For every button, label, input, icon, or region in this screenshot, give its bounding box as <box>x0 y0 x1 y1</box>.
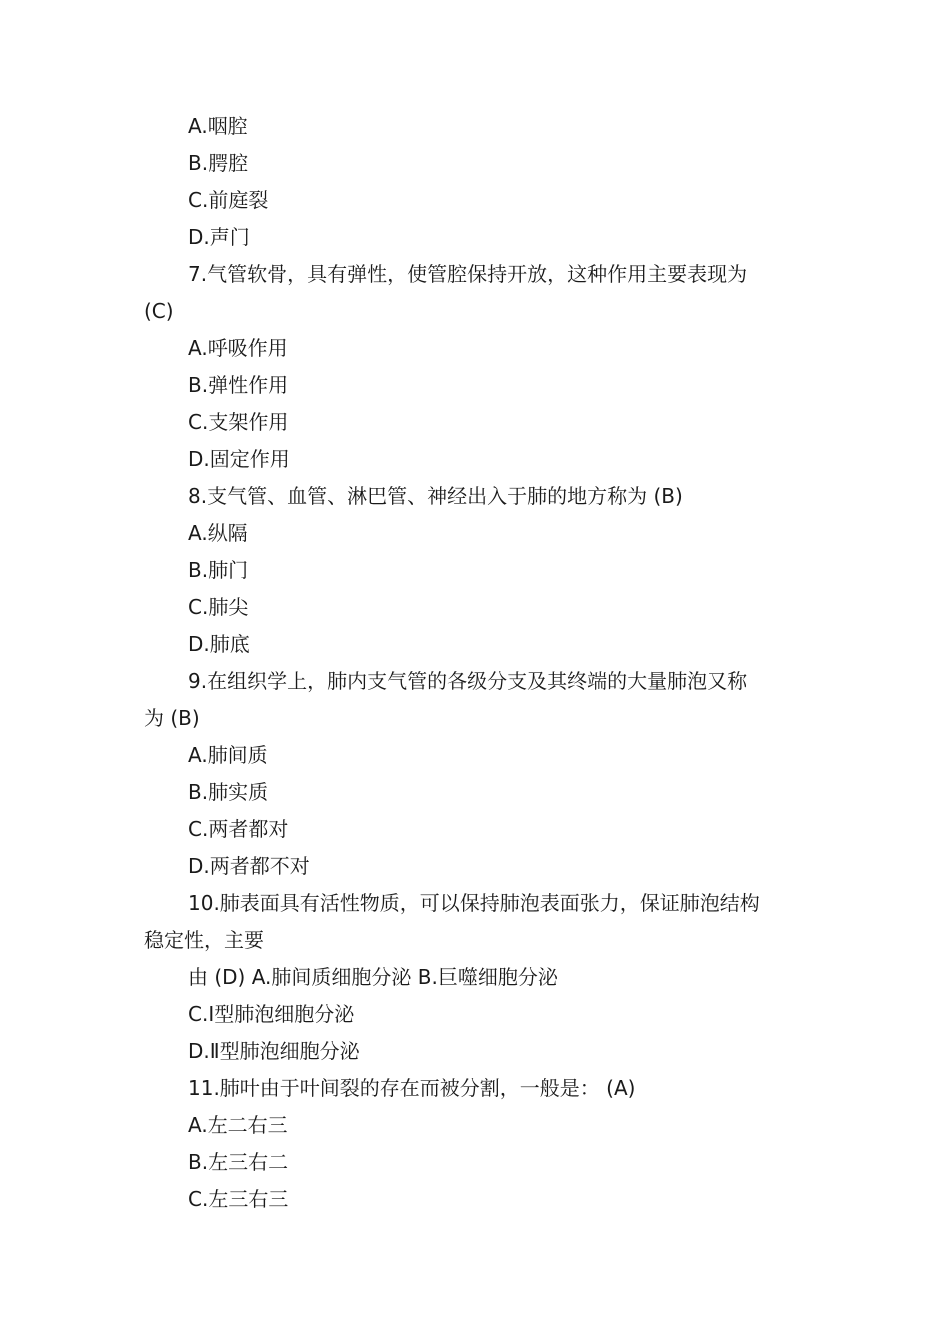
text-line: A.纵隔 <box>188 521 248 545</box>
text-line: 7.气管软骨，具有弹性，使管腔保持开放，这种作用主要表现为 <box>188 262 748 286</box>
text-line: 9.在组织学上，肺内支气管的各级分支及其终端的大量肺泡又称 <box>188 669 748 693</box>
text-line: C.Ⅰ型肺泡细胞分泌 <box>188 1002 355 1026</box>
text-line: D.肺底 <box>188 632 250 656</box>
text-line: C.左三右三 <box>188 1187 289 1211</box>
text-line: (C) <box>144 299 174 323</box>
text-line: C.两者都对 <box>188 817 289 841</box>
text-line: B.肺实质 <box>188 780 269 804</box>
text-line: C.肺尖 <box>188 595 249 619</box>
text-line: D.两者都不对 <box>188 854 310 878</box>
document-body <box>144 108 814 1218</box>
text-line: C.前庭裂 <box>188 188 269 212</box>
text-line: C.支架作用 <box>188 410 289 434</box>
text-line: B.腭腔 <box>188 151 249 175</box>
text-line: D.Ⅱ型肺泡细胞分泌 <box>188 1039 360 1063</box>
text-line: A.咽腔 <box>188 114 248 138</box>
text-line: D.固定作用 <box>188 447 290 471</box>
text-line: 稳定性，主要 <box>144 928 264 952</box>
text-line: D.声门 <box>188 225 250 249</box>
text-line: 11.肺叶由于叶间裂的存在而被分割，一般是： (A) <box>188 1076 636 1100</box>
text-line: B.弹性作用 <box>188 373 289 397</box>
text-line: A.肺间质 <box>188 743 268 767</box>
text-line: A.左二右三 <box>188 1113 288 1137</box>
text-line: B.肺门 <box>188 558 249 582</box>
text-line: 为 (B) <box>144 706 200 730</box>
text-line: B.左三右二 <box>188 1150 289 1174</box>
text-line: 由 (D) A.肺间质细胞分泌 B.巨噬细胞分泌 <box>188 965 558 989</box>
text-line: 8.支气管、血管、淋巴管、神经出入于肺的地方称为 (B) <box>188 484 683 508</box>
text-line: A.呼吸作用 <box>188 336 288 360</box>
text-line: 10.肺表面具有活性物质，可以保持肺泡表面张力，保证肺泡结构 <box>188 891 760 915</box>
